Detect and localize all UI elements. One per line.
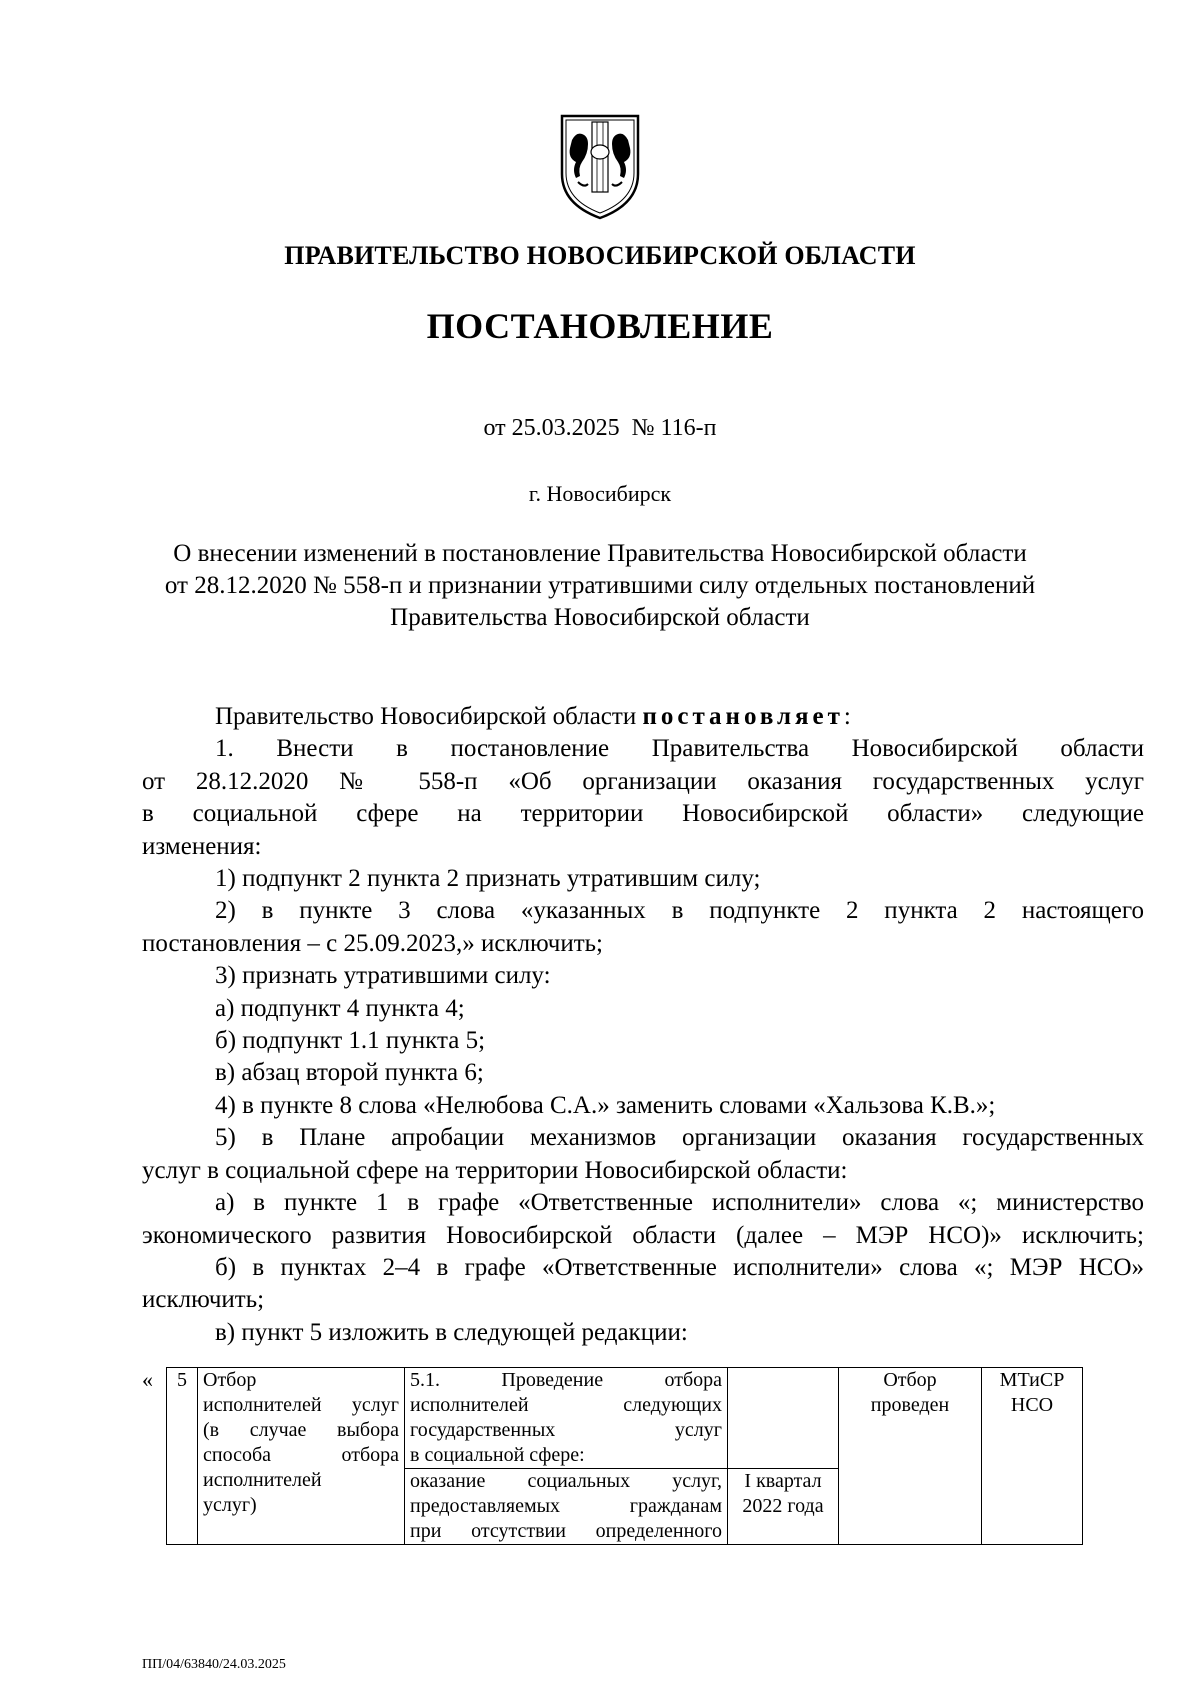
table-row: [167, 1368, 1083, 1469]
document-body: [142, 701, 1144, 1349]
cell-result: [839, 1368, 982, 1545]
opening-quote: «: [142, 1367, 153, 1392]
subitem-3: 3) признать утратившими силу:: [215, 962, 551, 990]
cell-line: способа отбора: [203, 1444, 399, 1466]
cell-line: Отбор: [883, 1369, 937, 1391]
cell-activity-name: [198, 1368, 405, 1545]
subitem-3b: б) подпункт 1.1 пункта 5;: [215, 1027, 486, 1055]
subitem-5b-line: исключить;: [142, 1286, 265, 1314]
place-of-issue: г. Новосибирск: [528, 481, 672, 506]
item1-line: 1. Внести в постановление Правительства Новосибирской области: [215, 735, 1144, 763]
cell-line: оказание социальных услуг,: [410, 1470, 722, 1492]
cell-line: исполнителей услуг: [203, 1394, 399, 1416]
organization-name: ПРАВИТЕЛЬСТВО НОВОСИБИРСКОЙ ОБЛАСТИ: [284, 241, 916, 270]
cell-line: I квартал: [744, 1470, 822, 1492]
cell-line: исполнителей следующих: [410, 1394, 722, 1416]
cell-line: в социальной сфере:: [410, 1444, 585, 1466]
subject-line: Правительства Новосибирской области: [390, 604, 810, 631]
cell-term-top: [728, 1368, 839, 1469]
intro-keyword: постановляет: [642, 703, 844, 730]
cell-line: МТиСР: [999, 1369, 1065, 1391]
subitem-5a-line: экономического развития Новосибирской области (далее – МЭР НСО)» исключить;: [142, 1221, 1144, 1249]
coat-of-arms-emblem: [558, 112, 642, 222]
plan-table: [166, 1367, 1083, 1545]
subitem-2-line: постановления – с 25.09.2023,» исключить;: [142, 929, 603, 957]
subitem-5c: в) пункт 5 изложить в следующей редакции:: [215, 1318, 688, 1346]
cell-line: Отбор: [203, 1369, 257, 1391]
item1-line: от 28.12.2020 № 558-п «Об организации оказания государственных услуг: [142, 767, 1144, 795]
subitem-5a-line: а) в пункте 1 в графе «Ответственные исполнители» слова «; министерство: [215, 1189, 1144, 1217]
cell-line: 2022 года: [742, 1495, 824, 1517]
subject-line: О внесении изменений в постановление Правительства Новосибирской области: [173, 540, 1027, 567]
cell-work-top: [405, 1368, 728, 1469]
cell-line: проведен: [870, 1394, 950, 1416]
intro-text: Правительство Новосибирской области: [215, 703, 637, 730]
intro-paragraph: [142, 701, 1144, 733]
subitem-5-line: услуг в социальной сфере на территории Новосибирской области:: [142, 1156, 848, 1184]
cell-line: 5.1. Проведение отбора: [410, 1369, 722, 1391]
intro-colon: :: [843, 703, 851, 730]
cell-work-bottom: [405, 1469, 728, 1545]
cell-line: исполнителей: [203, 1469, 322, 1491]
subitem-4: 4) в пункте 8 слова «Нелюбова С.А.» заменить словами «Хальзова К.В.»;: [215, 1091, 996, 1119]
cell-line: государственных услуг: [410, 1419, 722, 1441]
cell-number: 5: [167, 1368, 198, 1545]
subitem-3c: в) абзац второй пункта 6;: [215, 1059, 484, 1087]
date-and-number: от 25.03.2025 № 116-п: [483, 415, 717, 441]
cell-line: услуг): [203, 1494, 257, 1516]
subitem-1: 1) подпункт 2 пункта 2 признать утратившим силу;: [215, 865, 761, 893]
item1-line: в социальной сфере на территории Новосибирской области» следующие: [142, 800, 1144, 828]
item1-line: изменения:: [142, 832, 262, 860]
subitem-5-line: 5) в Плане апробации механизмов организации оказания государственных: [215, 1124, 1144, 1152]
cell-responsible: [982, 1368, 1083, 1545]
subject-line: от 28.12.2020 № 558-п и признании утратившими силу отдельных постановлений: [164, 572, 1036, 599]
cell-term-bottom: [728, 1469, 839, 1545]
document-type-title: ПОСТАНОВЛЕНИЕ: [426, 306, 774, 346]
document-code-footer: ПП/04/63840/24.03.2025: [142, 1657, 286, 1672]
document-subject: [0, 538, 1200, 634]
cell-line: (в случае выбора: [203, 1419, 399, 1441]
cell-line: предоставляемых гражданам: [410, 1495, 722, 1517]
subitem-2-line: 2) в пункте 3 слова «указанных в подпункте 2 пункта 2 настоящего: [215, 897, 1144, 925]
cell-line: при отсутствии определенного: [410, 1520, 722, 1542]
cell-line: НСО: [1010, 1394, 1054, 1416]
subitem-5b-line: б) в пунктах 2–4 в графе «Ответственные исполнители» слова «; МЭР НСО»: [215, 1253, 1144, 1281]
subitem-3a: а) подпункт 4 пункта 4;: [215, 994, 465, 1022]
